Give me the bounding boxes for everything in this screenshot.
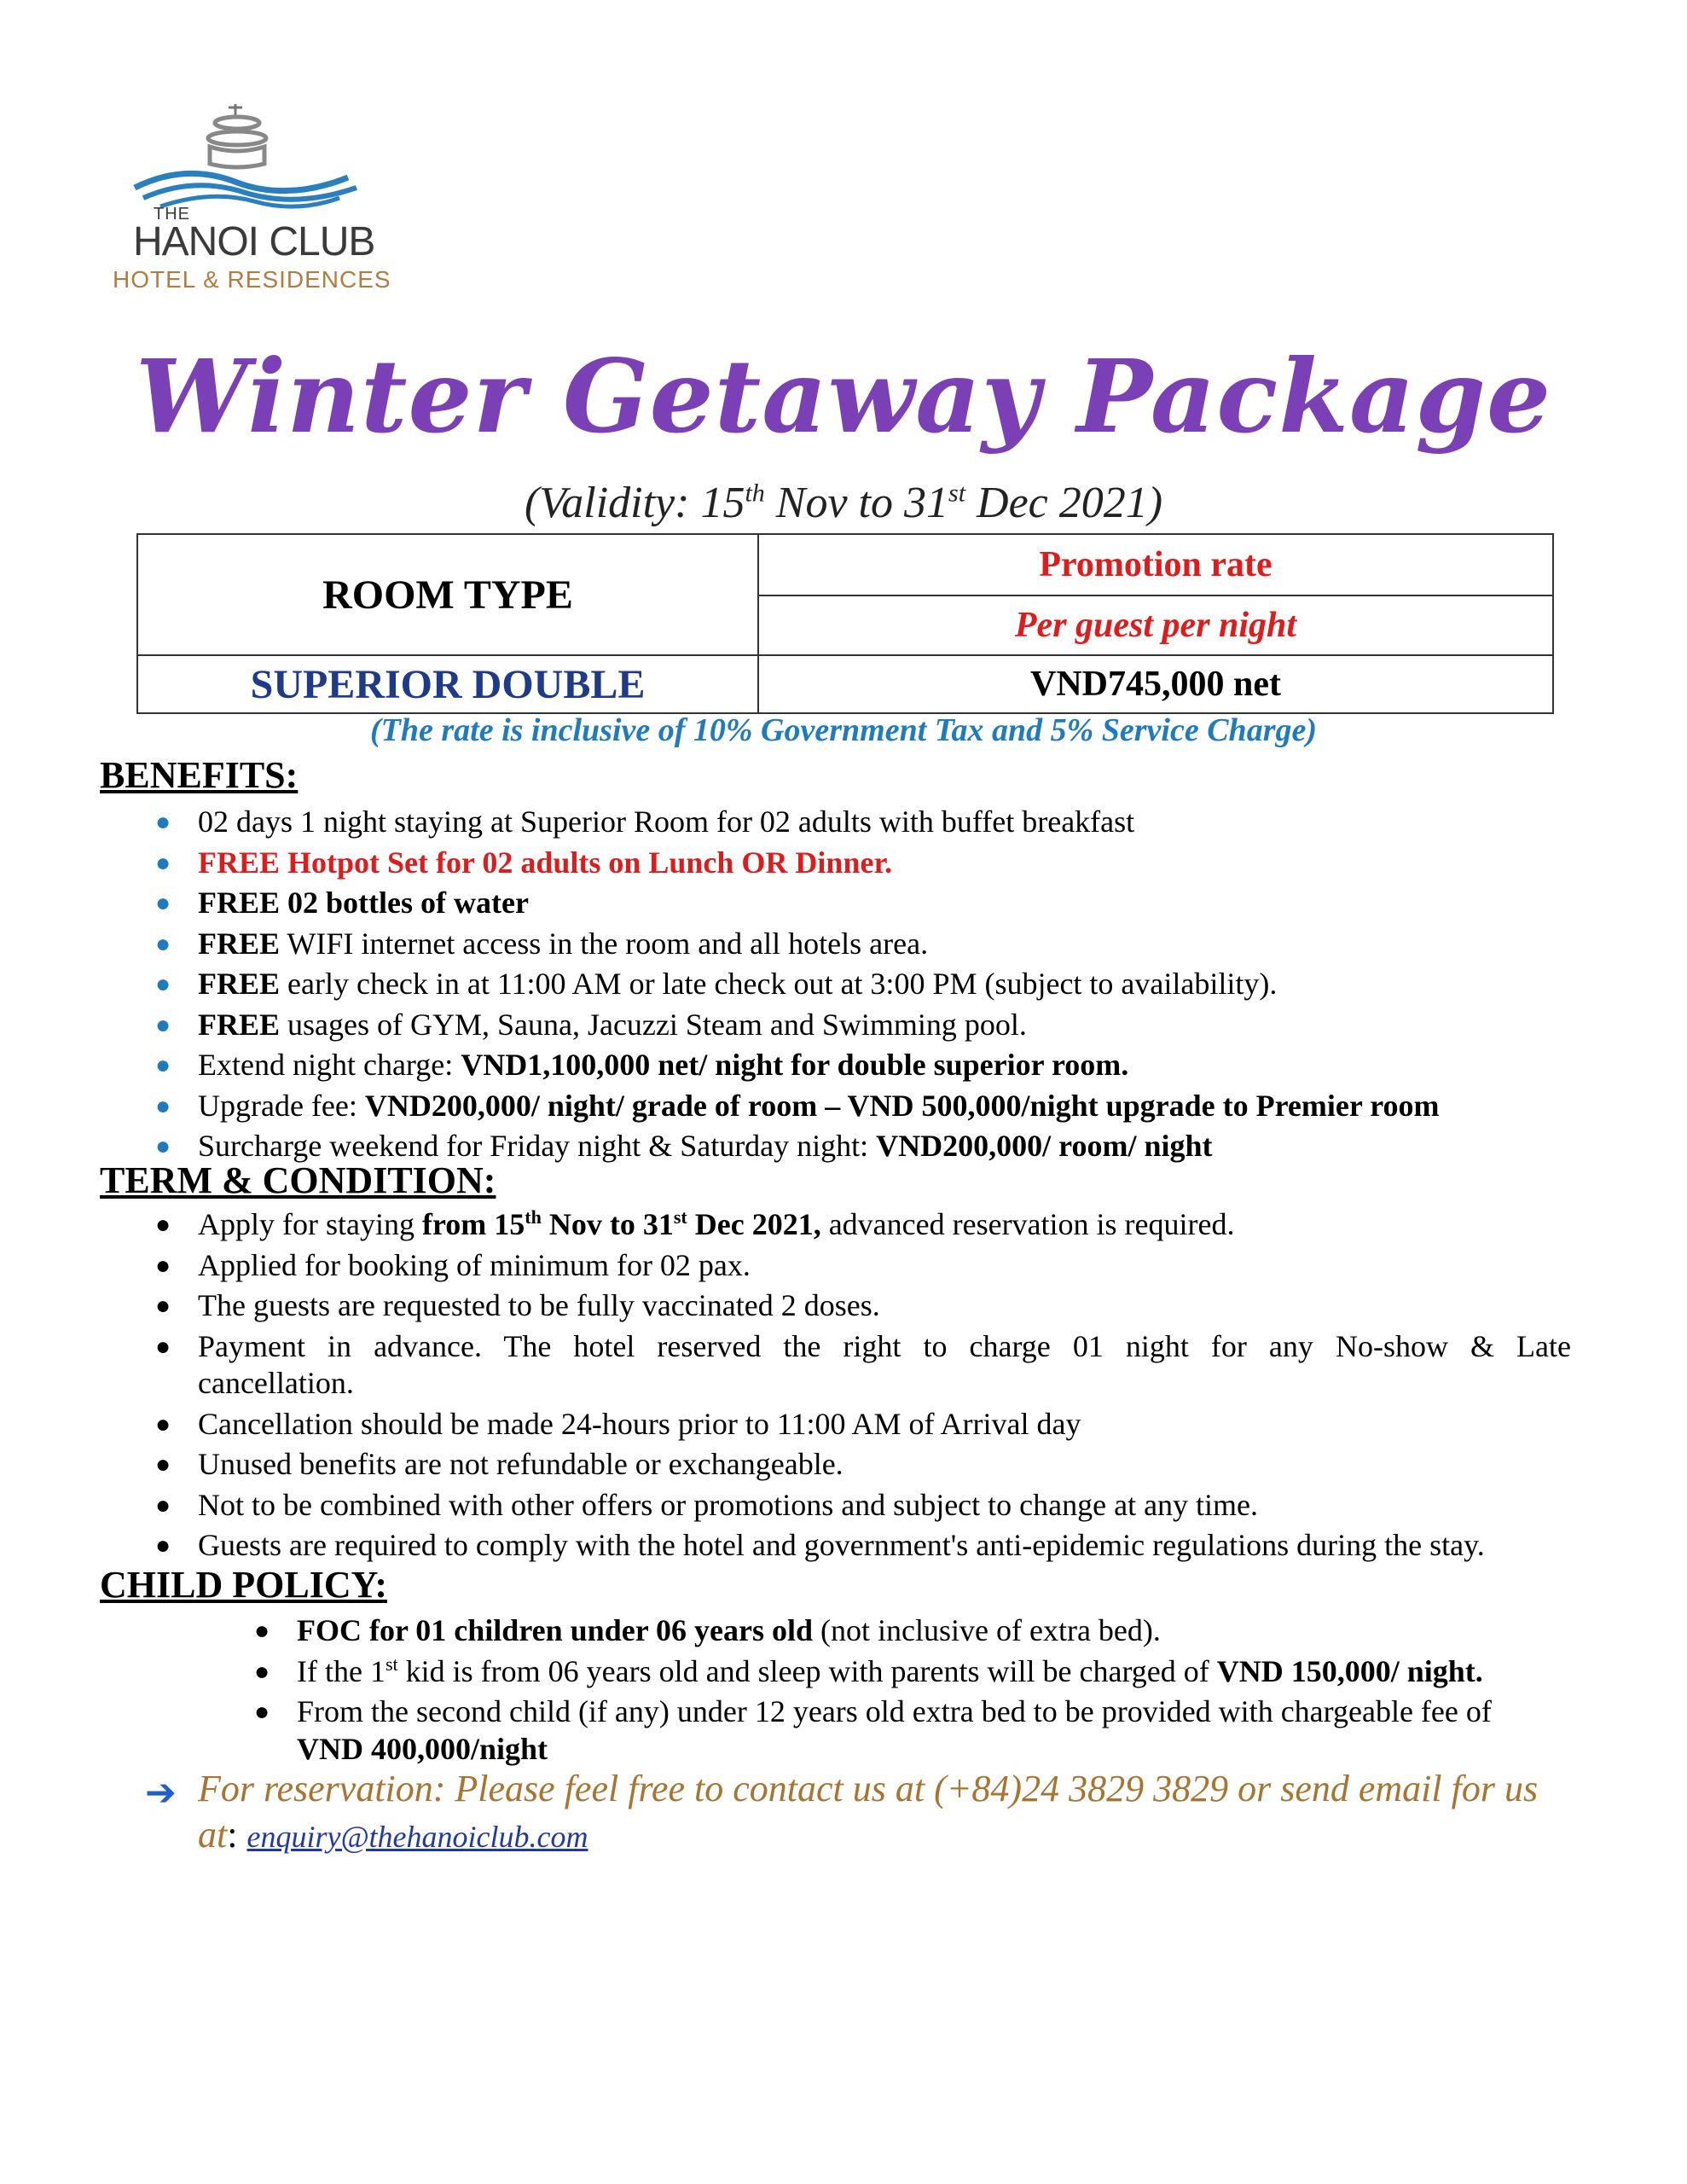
benefits-heading: BENEFITS: xyxy=(100,754,299,796)
tax-note: (The rate is inclusive of 10% Government Tax and 5% Service Charge) xyxy=(369,712,1317,748)
list-item: ● The guests are requested to be fully vaccinated 2 doses. xyxy=(155,1288,880,1322)
contact-colon: : xyxy=(227,1814,247,1856)
hotel-logo xyxy=(109,101,391,297)
child-policy-list xyxy=(254,1611,1593,1769)
child-text: (not inclusive of extra bed). xyxy=(813,1613,1161,1647)
term-text: Payment in advance. The hotel reserved the right to charge 01 night for any No-show & Late xyxy=(198,1328,1571,1363)
promotion-rate-header: Promotion rate xyxy=(758,534,1553,595)
benefit-bold: VND1,100,000 net/ night for double superior room. xyxy=(461,1048,1129,1082)
validity-prefix: (Validity: 15 xyxy=(524,479,745,527)
list-item: ● Extend night charge: VND1,100,000 net/ night for double superior room. xyxy=(155,1048,1129,1082)
benefit-bold: FREE xyxy=(198,926,281,961)
benefits-list xyxy=(155,802,1440,1167)
term-bold: from 15 xyxy=(421,1207,525,1241)
benefit-text: early check in at 11:00 AM or late check out at 3:00 PM (subject to availability). xyxy=(280,967,1278,1001)
list-item: ● FREE Hotpot Set for 02 adults on Lunch OR Dinner. xyxy=(155,845,893,880)
per-guest-header: Per guest per night xyxy=(758,595,1553,655)
benefit-bold: FREE 02 bottles of water xyxy=(198,886,529,920)
child-bold: VND 400,000/night xyxy=(297,1731,548,1766)
terms-list xyxy=(155,1205,1571,1566)
benefit-text: FREE Hotpot Set for 02 adults on Lunch OR Dinner. xyxy=(198,845,893,880)
benefit-text: usages of GYM, Sauna, Jacuzzi Steam and Swimming pool. xyxy=(280,1007,1027,1042)
term-text: Guests are required to comply with the hotel and government's anti-epidemic regulations during the stay. xyxy=(198,1528,1485,1562)
term-text: Cancellation should be made 24-hours prior to 11:00 AM of Arrival day xyxy=(198,1406,1081,1441)
term-text: Apply for staying xyxy=(198,1207,422,1241)
child-text: kid is from 06 years old and sleep with parents will be charged of xyxy=(397,1653,1217,1688)
term-sup: st xyxy=(673,1206,687,1228)
validity-sup1: th xyxy=(745,479,765,508)
list-item: ● Applied for booking of minimum for 02 pax. xyxy=(155,1247,751,1282)
list-item: ● If the 1st kid is from 06 years old and sleep with parents will be charged of VND 150,000/ night. xyxy=(254,1653,1483,1688)
contact-email-line xyxy=(198,1812,1597,1860)
contact-block xyxy=(198,1766,1597,1860)
page-title: Winter Getaway Package xyxy=(135,337,1552,456)
list-item: ● Apply for staying from 15th Nov to 31st Dec 2021, advanced reservation is required. xyxy=(155,1206,1235,1241)
benefit-bold: VND200,000/ room/ night xyxy=(876,1129,1213,1163)
term-text: cancellation. xyxy=(198,1366,354,1400)
list-item: ● Cancellation should be made 24-hours prior to 11:00 AM of Arrival day xyxy=(155,1406,1081,1441)
list-item: ● FOC for 01 children under 06 years old (not inclusive of extra bed). xyxy=(254,1613,1161,1647)
contact-at: at xyxy=(198,1814,228,1856)
list-item: ● Unused benefits are not refundable or exchangeable. xyxy=(155,1447,844,1481)
list-item: ● Upgrade fee: VND200,000/ night/ grade of room – VND 500,000/night upgrade to Premier room xyxy=(155,1088,1440,1123)
benefit-text: 02 days 1 night staying at Superior Room for 02 adults with buffet breakfast xyxy=(198,804,1135,839)
logo-subtitle: HOTEL & RESIDENCES xyxy=(113,266,391,293)
validity-sup2: st xyxy=(948,479,966,508)
room-type-header: ROOM TYPE xyxy=(137,534,758,655)
term-text: Applied for booking of minimum for 02 pax. xyxy=(198,1247,751,1282)
right-arrow-icon: ➔ xyxy=(145,1771,177,1815)
list-item-continued xyxy=(198,1363,1571,1404)
benefit-bold: FREE xyxy=(198,967,281,1001)
child-bold: FOC for 01 children under 06 years old xyxy=(297,1613,814,1647)
list-item-continued xyxy=(297,1729,1593,1770)
term-text: The guests are requested to be fully vaccinated 2 doses. xyxy=(198,1288,880,1322)
validity-suffix: Dec 2021) xyxy=(965,479,1163,527)
list-item: ● FREE WIFI internet access in the room and all hotels area. xyxy=(155,926,929,961)
term-text: Unused benefits are not refundable or exchangeable. xyxy=(198,1447,844,1481)
child-bold: VND 150,000/ night. xyxy=(1216,1653,1483,1688)
term-text: Not to be combined with other offers or promotions and subject to change at any time. xyxy=(198,1487,1259,1522)
term-sup: th xyxy=(525,1206,542,1228)
validity-line xyxy=(0,478,1687,528)
child-sup: st xyxy=(385,1653,398,1675)
list-item: ● Surcharge weekend for Friday night & Saturday night: VND200,000/ room/ night xyxy=(155,1129,1213,1163)
benefit-text: WIFI internet access in the room and all hotels area. xyxy=(280,926,929,961)
child-text: If the 1 xyxy=(297,1653,386,1688)
hotel-logo-icon xyxy=(109,101,391,220)
child-policy-heading: CHILD POLICY: xyxy=(100,1564,387,1606)
term-bold: Dec 2021, xyxy=(687,1207,821,1241)
list-item: ● FREE early check in at 11:00 AM or late check out at 3:00 PM (subject to availability). xyxy=(155,967,1278,1001)
term-text: advanced reservation is required. xyxy=(820,1207,1235,1241)
list-item: ● FREE 02 bottles of water xyxy=(155,886,529,920)
benefit-bold: VND200,000/ night/ grade of room – VND 500,000/night upgrade to Premier room xyxy=(364,1088,1440,1123)
benefit-text: Extend night charge: xyxy=(198,1048,461,1082)
validity-mid: Nov to 31 xyxy=(764,479,949,527)
logo-name: HANOI CLUB xyxy=(133,219,375,264)
list-item: ● From the second child (if any) under 12 years old extra bed to be provided with chargeable fee of xyxy=(254,1694,1492,1728)
list-item: ● Payment in advance. The hotel reserved the right to charge 01 night for any No-show & Late xyxy=(155,1328,1571,1363)
rate-table xyxy=(136,533,1554,714)
logo-the: THE xyxy=(154,205,190,224)
benefit-text: Upgrade fee: xyxy=(198,1088,365,1123)
list-item: ● FREE usages of GYM, Sauna, Jacuzzi Steam and Swimming pool. xyxy=(155,1007,1027,1042)
list-item: ● Not to be combined with other offers or promotions and subject to change at any time. xyxy=(155,1487,1259,1522)
benefit-text: Surcharge weekend for Friday night & Saturday night: xyxy=(198,1129,877,1163)
child-text: From the second child (if any) under 12 years old extra bed to be provided with chargeable fee of xyxy=(297,1694,1492,1728)
term-bold: Nov to 31 xyxy=(541,1207,674,1241)
room-name-cell: SUPERIOR DOUBLE xyxy=(137,655,758,713)
price-cell: VND745,000 net xyxy=(758,655,1553,713)
list-item: ● Guests are required to comply with the hotel and government's anti-epidemic regulations during the stay. xyxy=(155,1528,1485,1562)
benefit-bold: FREE xyxy=(198,1007,281,1042)
list-item: ● 02 days 1 night staying at Superior Room for 02 adults with buffet breakfast xyxy=(155,804,1135,839)
contact-line: For reservation: Please feel free to contact us at (+84)24 3829 3829 or send email for us xyxy=(198,1768,1539,1809)
terms-heading: TERM & CONDITION: xyxy=(100,1159,496,1201)
email-link[interactable]: enquiry@thehanoiclub.com xyxy=(246,1820,588,1854)
